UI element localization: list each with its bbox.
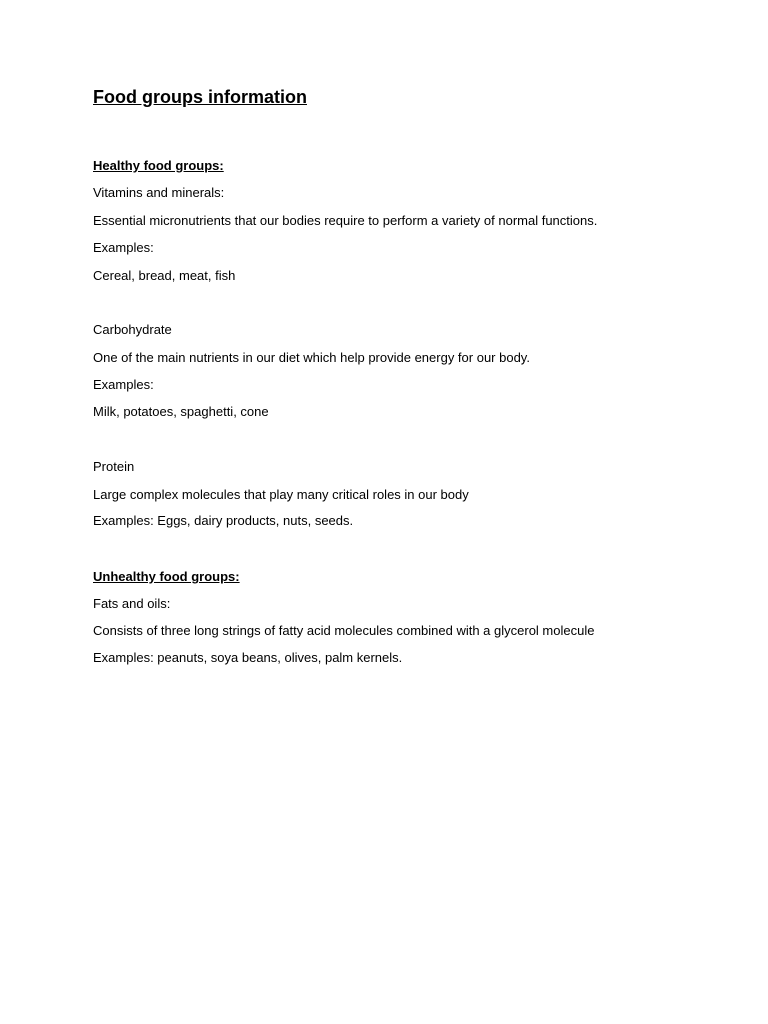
fats-description: Consists of three long strings of fatty acid molecules combined with a glycerol molecule xyxy=(93,623,595,638)
vitamins-description: Essential micronutrients that our bodies require to perform a variety of normal functions. xyxy=(93,213,598,228)
vitamins-examples-label: Examples: xyxy=(93,240,154,255)
carbohydrate-examples-label: Examples: xyxy=(93,377,154,392)
carbohydrate-description: One of the main nutrients in our diet which help provide energy for our body. xyxy=(93,350,530,365)
unhealthy-heading: Unhealthy food groups: xyxy=(93,569,240,584)
healthy-heading: Healthy food groups: xyxy=(93,158,224,173)
vitamins-examples: Cereal, bread, meat, fish xyxy=(93,268,236,283)
fats-examples: Examples: peanuts, soya beans, olives, palm kernels. xyxy=(93,650,403,665)
fats-name: Fats and oils: xyxy=(93,596,171,611)
carbohydrate-name: Carbohydrate xyxy=(93,322,172,337)
protein-description: Large complex molecules that play many critical roles in our body xyxy=(93,487,469,502)
protein-name: Protein xyxy=(93,459,135,474)
protein-examples: Examples: Eggs, dairy products, nuts, seeds. xyxy=(93,513,354,528)
vitamins-name: Vitamins and minerals: xyxy=(93,185,225,200)
document-title: Food groups information xyxy=(93,87,307,107)
carbohydrate-examples: Milk, potatoes, spaghetti, cone xyxy=(93,404,269,419)
